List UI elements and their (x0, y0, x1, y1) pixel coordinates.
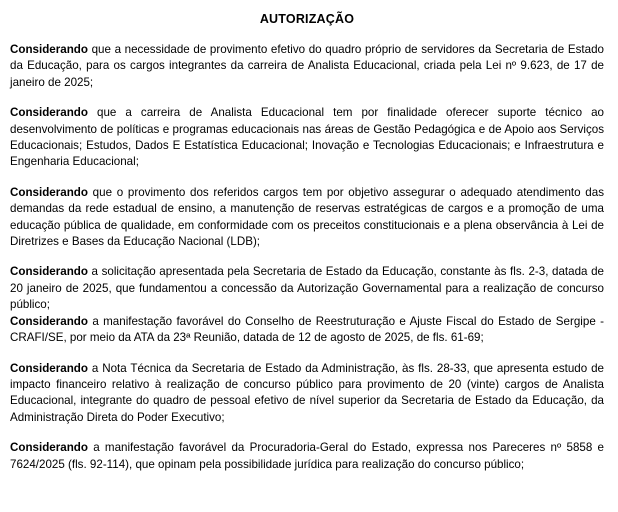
paragraph-7 (10, 440, 604, 473)
page-title: AUTORIZAÇÃO (259, 12, 355, 26)
paragraph-text: a solicitação apresentada pela Secretaria de Estado da Educação, constante às fls. 2-3, datada de 20 janeiro de 2025, que fundamentou a concessão da Autorização Governamental para a realização de concurso público; (10, 265, 604, 312)
paragraph-text: que a carreira de Analista Educacional tem por finalidade oferecer suporte técnico ao desenvolvimento de políticas e programas educacionais nas áreas de Gestão Pedagógica e de Apoio aos Serviços Educacionais; Estudos, Dados E Estatística Educacional; Inovação e Tecnologias Educacionais; e Infraestrutura e Engenharia Educacional; (10, 106, 604, 169)
paragraph-lead: Considerando (10, 185, 88, 199)
paragraph-lead: Considerando (10, 43, 88, 56)
paragraph-lead: Considerando (10, 265, 88, 279)
paragraph-lead: Considerando (10, 441, 88, 455)
paragraph-5 (10, 314, 604, 347)
paragraph-text: a manifestação favorável da Procuradoria-Geral do Estado, expressa nos Pareceres nº 5858 e 7624/2025 (fls. 92-114), que opinam pela possibilidade jurídica para realização do concurso público; (10, 441, 604, 471)
paragraph-lead: Considerando (10, 106, 88, 120)
paragraph-text: que a necessidade de provimento efetivo do quadro próprio de servidores da Secretaria de Estado da Educação, para os cargos integrantes da carreira de Analista Educacional, criada pela Lei nº 9.623, de 17 de janeiro de 2025; (10, 43, 604, 89)
paragraph-text: a Nota Técnica da Secretaria de Estado da Administração, às fls. 28-33, que apresenta estudo de impacto financeiro relativo à realização de concurso público para provimento de 20 (vinte) cargos de Analista Educacional, integrante do quadro de pessoal efetivo de nível superior da Secretaria de Estado da Educação, da Administração Direta do Poder Executivo; (10, 361, 604, 424)
paragraph-text: que o provimento dos referidos cargos tem por objetivo assegurar o adequado atendimento das demandas da rede estadual de ensino, a manutenção de reservas estratégicas de cargos e a promoção de uma educação pública de qualidade, em conformidade com os preceitos constitucionais e a plena observância à Lei de Diretrizes e Bases da Educação Nacional (LDB); (10, 185, 604, 249)
paragraph-lead: Considerando (10, 314, 88, 328)
paragraph-lead: Considerando (10, 361, 88, 375)
paragraph-1 (10, 42, 604, 91)
paragraph-3 (10, 185, 604, 251)
paragraph-6 (10, 361, 604, 427)
paragraph-2 (10, 105, 604, 171)
paragraph-text: a manifestação favorável do Conselho de Reestruturação e Ajuste Fiscal do Estado de Sergipe - CRAFI/SE, por meio da ATA da 23ª Reunião, datada de 12 de agosto de 2025, de fls. 61-69; (10, 314, 604, 345)
paragraph-4 (10, 264, 604, 313)
